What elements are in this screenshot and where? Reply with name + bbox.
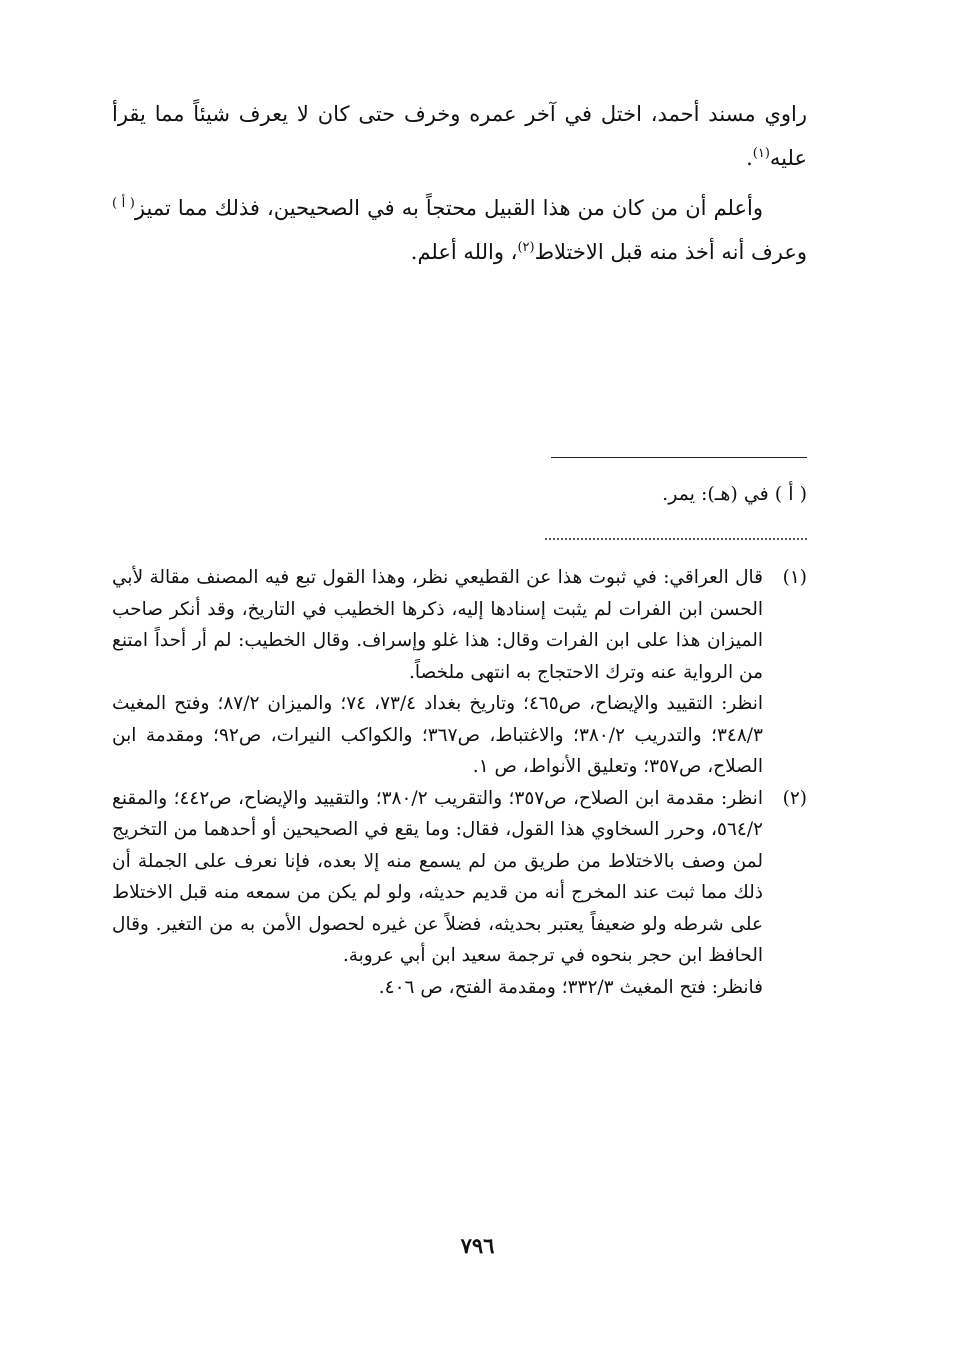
page-number: ٧٩٦	[460, 1233, 495, 1258]
footnote-paragraph: قال العراقي: في ثبوت هذا عن القطيعي نظر، وهذا القول تبع فيه المصنف مقالة لأبي الحسن ابن الفرات لم يثبت إسنادها إليه، ذكرها الخطيب في التاريخ، وقد أنكر صاحب الميزان هذا على ابن الفرات وقال: هذا غلو وإسراف. وقال الخطيب: لم أر أحداً امتنع من الرواية عنه وترك الاحتجاج به انتهى ملخصاً.	[112, 567, 763, 683]
footnotes	[112, 562, 807, 1003]
footnote-ref-1[interactable]: (١)	[752, 146, 770, 162]
footnote-number: (١)	[782, 567, 807, 588]
main-paragraph-1: راوي مسند أحمد، اختل في آخر عمره وخرف حتى كان لا يعرف شيئاً مما يقرأ عليه$^{(١)}$.	[112, 102, 807, 170]
editorial-ref-a[interactable]: ( أ )	[112, 196, 135, 212]
footnote-paragraph: انظر: مقدمة ابن الصلاح، ص٣٥٧؛ والتقريب ٣٨٠/٢؛ والتقييد والإيضاح، ص٤٤٢؛ والمقنع ٥٦٤/٢، وحرر السخاوي هذا القول، فقال: وما يقع في الصحيحين أو أحدهما من التخريج لمن وصف بالاختلاط من طريق من لم يسمع منه إلا بعده، فإنا نعرف على الجملة أن ذلك مما ثبت عند المخرج أنه من قديم حديثه، ولو لم يكن من سمعه منه قبل الاختلاط على شرطه ولو ضعيفاً يعتبر بحديثه، فضلاً عن غيره لحصول الأمن به من التغير. وقال الحافظ ابن حجر بنحوه في ترجمة سعيد ابن أبي عروبة.	[112, 787, 763, 966]
footnote-1	[112, 562, 807, 783]
main-paragraph-2: وأعلم أن من كان من هذا القبيل محتجاً به في الصحيحين، فذلك مما تميز$^{( أ )}$ وعرف أنه أخذ منه قبل الاختلاط$^{(٢)}$، والله أعلم.	[112, 196, 807, 264]
footnote-separator-line	[551, 457, 807, 458]
editorial-footnote: ( أ ) في (هـ): يمر.	[662, 483, 807, 505]
footnote-paragraph: فانظر: فتح المغيث ٣٣٢/٣؛ ومقدمة الفتح، ص ٤٠٦.	[378, 976, 763, 998]
dotted-separator	[545, 538, 807, 540]
footnote-number: (٢)	[782, 787, 807, 809]
main-text	[112, 92, 807, 274]
footnote-ref-2[interactable]: (٢)	[517, 240, 535, 256]
footnote-2	[112, 783, 807, 1004]
footnote-paragraph: انظر: التقييد والإيضاح، ص٤٦٥؛ وتاريخ بغداد ٧٣/٤، ٧٤؛ والميزان ٨٧/٢؛ وفتح المغيث ٣٤٨/٣؛ والتدريب ٣٨٠/٢؛ والاغتباط، ص٣٦٧؛ والكواكب النيرات، ص٩٢؛ ومقدمة ابن الصلاح، ص٣٥٧؛ وتعليق الأنواط، ص ١.	[112, 693, 763, 777]
